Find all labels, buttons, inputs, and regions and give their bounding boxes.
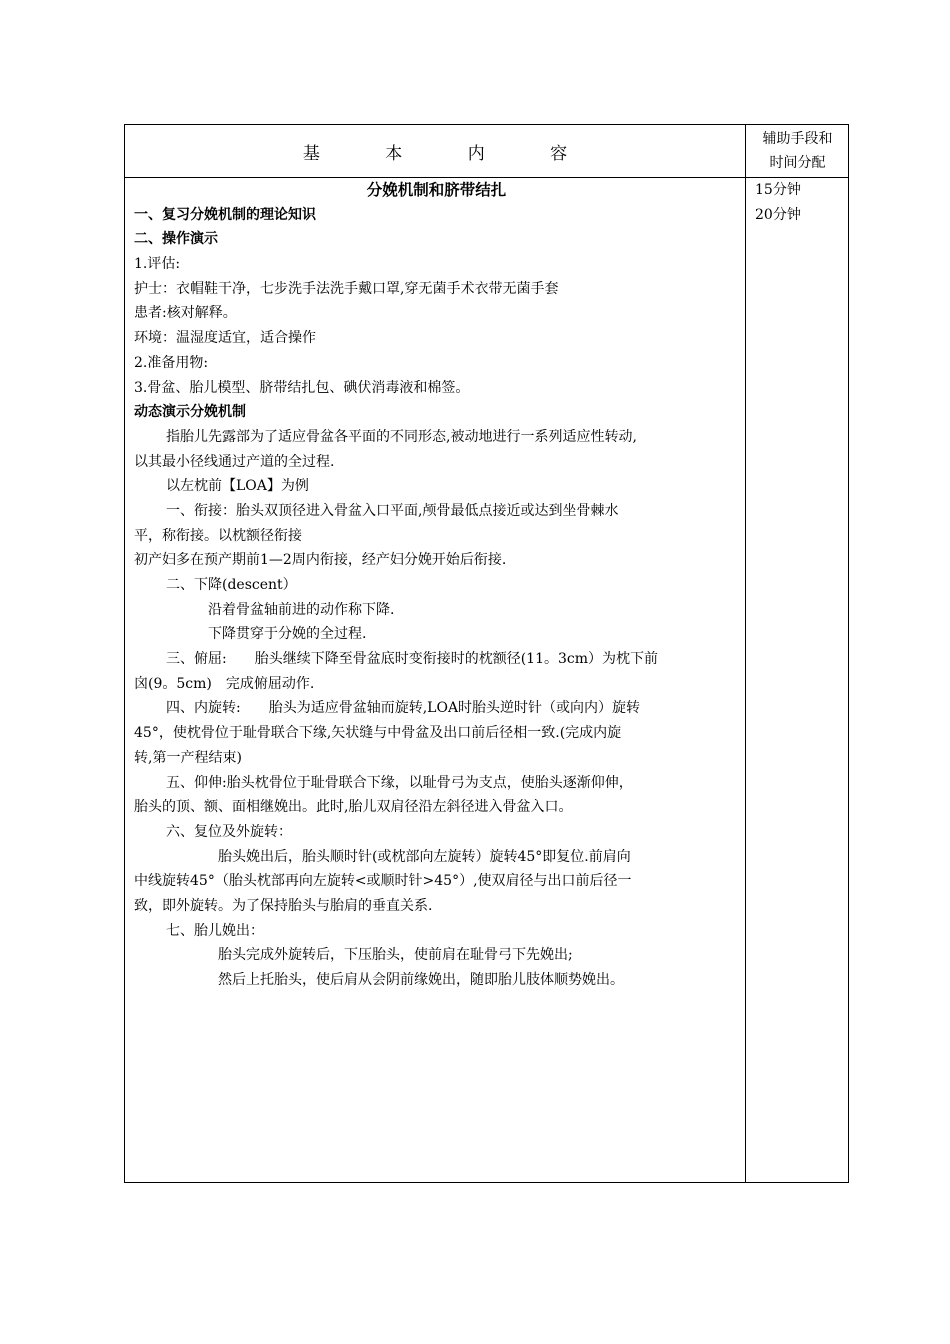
- section-demo: 二、操作演示: [134, 231, 218, 248]
- text-line: 致，即外旋转。为了保持胎头与胎肩的垂直关系.: [134, 897, 433, 914]
- text-line: 二、下降(descent）: [166, 577, 297, 593]
- text-line: 2.准备用物:: [134, 354, 209, 371]
- text-line: 一、衔接：胎头双顶径进入骨盆入口平面,颅骨最低点接近或达到坐骨棘水: [166, 502, 619, 519]
- text-line: 胎头完成外旋转后，下压胎头，使前肩在耻骨弓下先娩出;: [218, 947, 573, 964]
- text-line: 然后上托胎头，使后肩从会阴前缘娩出，随即胎儿肢体顺势娩出。: [218, 972, 624, 988]
- header-side-line2: 时间分配: [769, 155, 826, 171]
- text-line: 六、复位及外旋转：: [166, 823, 292, 840]
- text-line: 囟(9。5cm) 完成俯屈动作.: [134, 675, 315, 692]
- text-line: 45°，使枕骨位于耻骨联合下缘,矢状缝与中骨盆及出口前后径相一致.(完成内旋: [134, 725, 622, 742]
- text-line: 以左枕前【LOA】为例: [166, 478, 309, 495]
- text-line: 胎头的顶、额、面相继娩出。此时,胎儿双肩径沿左斜径进入骨盆入口。: [134, 799, 573, 816]
- lesson-table: [124, 124, 849, 1183]
- text-line: 七、胎儿娩出：: [166, 922, 264, 939]
- text-line: 环境：温湿度适宜，适合操作: [134, 330, 316, 347]
- lesson-title: 分娩机制和脐带结扎: [366, 181, 507, 199]
- section-review: 一、复习分娩机制的理论知识: [134, 206, 316, 223]
- text-line: 初产妇多在预产期前1—2周内衔接，经产妇分娩开始后衔接.: [134, 552, 507, 569]
- section-dynamic-demo: 动态演示分娩机制: [134, 404, 246, 421]
- text-line: 指胎儿先露部为了适应骨盆各平面的不同形态,被动地进行一系列适应性转动,: [166, 428, 637, 445]
- text-line: 转,第一产程结束): [134, 749, 242, 766]
- text-line: 胎头娩出后，胎头顺时针(或枕部向左旋转）旋转45°即复位.前肩向: [218, 848, 631, 865]
- text-line: 平，称衔接。以枕额径衔接: [134, 527, 302, 544]
- text-line: 1.评估:: [134, 256, 181, 273]
- time-entry: 20分钟: [755, 206, 801, 223]
- text-line: 护士：衣帽鞋干净，七步洗手法洗手戴口罩,穿无菌手术衣带无菌手套: [134, 280, 559, 297]
- header-basic-content: 基 本 内 容: [302, 143, 598, 164]
- column-divider: [745, 125, 746, 1182]
- time-entry: 15分钟: [755, 182, 801, 198]
- text-line: 三、俯屈: 胎头继续下降至骨盆底时变衔接时的枕额径(11。3cm）为枕下前: [166, 651, 659, 668]
- text-line: 五、仰伸:胎头枕骨位于耻骨联合下缘，以耻骨弓为支点，使胎头逐渐仰伸，: [166, 774, 633, 791]
- text-line: 以其最小径线通过产道的全过程.: [134, 453, 335, 470]
- text-line: 四、内旋转: 胎头为适应骨盆轴而旋转,LOA时胎头逆时针（或向内）旋转: [166, 700, 641, 717]
- text-line: 中线旋转45°（胎头枕部再向左旋转<或顺时针>45°）,使双肩径与出口前后径一: [134, 873, 632, 890]
- text-line: 下降贯穿于分娩的全过程.: [208, 626, 367, 643]
- text-line: 患者:核对解释。: [134, 305, 237, 322]
- content-body: [134, 178, 739, 993]
- time-allocation-column: [755, 178, 801, 227]
- header-time-allocation: [746, 125, 849, 177]
- text-line: 沿着骨盆轴前进的动作称下降.: [208, 601, 395, 618]
- header-side-line1: 辅助手段和: [762, 131, 833, 147]
- text-line: 3.骨盆、胎儿模型、脐带结扎包、碘伏消毒液和棉签。: [134, 379, 470, 396]
